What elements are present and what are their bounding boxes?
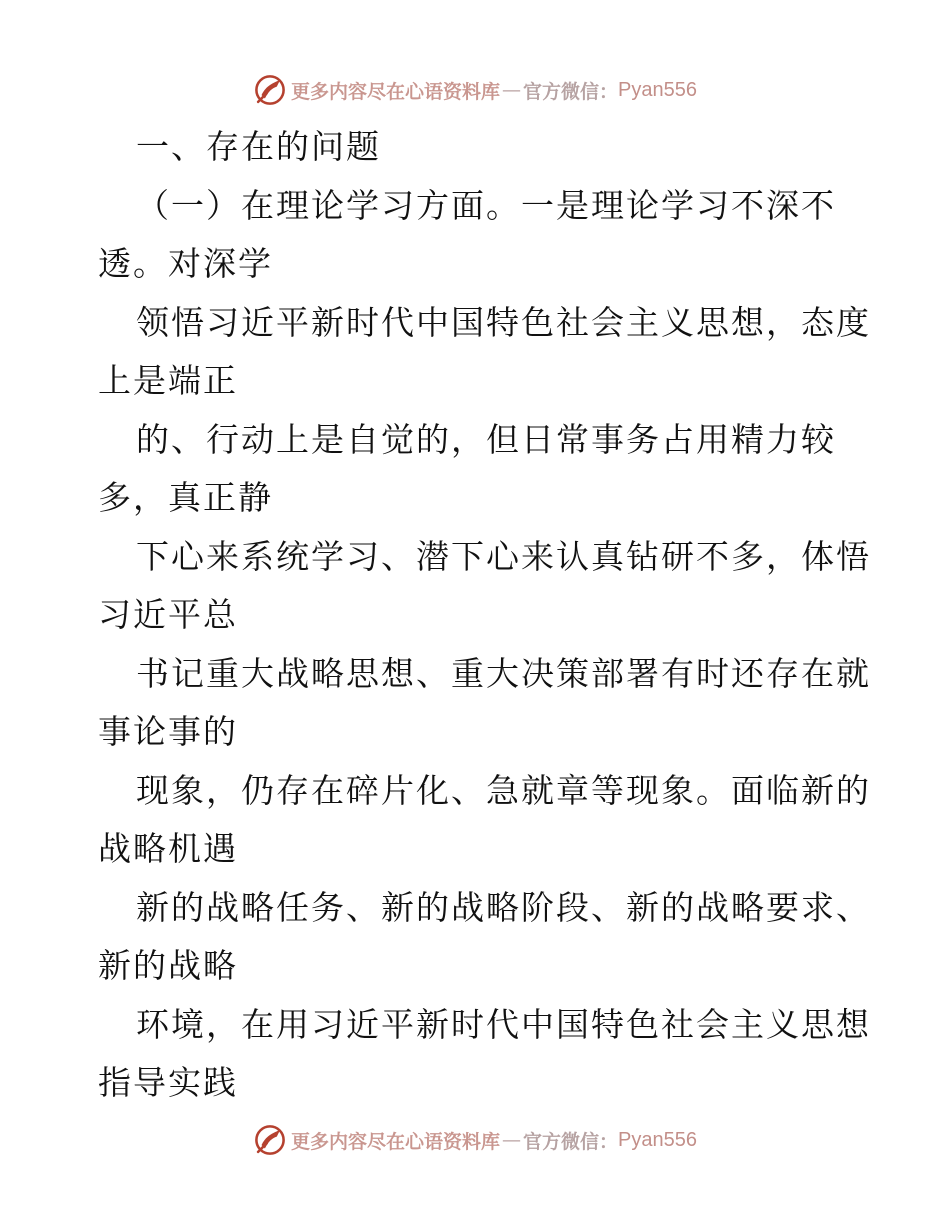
banner-dash: — xyxy=(502,1129,522,1151)
logo-icon xyxy=(253,1123,287,1157)
text-line: 透。对深学 xyxy=(98,244,273,283)
text-line: 领悟习近平新时代中国特色社会主义思想，态度 xyxy=(136,302,871,342)
banner-wechat-label: 官方微信： xyxy=(523,1130,619,1153)
text-line: 现象，仍存在碎片化、急就章等现象。面临新的 xyxy=(136,770,871,810)
text-line: 一、存在的问题 xyxy=(136,127,381,166)
text-line: 上是端正 xyxy=(98,361,238,400)
banner-wechat-id: Pyan556 xyxy=(618,78,697,101)
body-text xyxy=(98,118,871,1113)
text-line: 事论事的 xyxy=(98,712,238,751)
banner-wechat-label: 官方微信： xyxy=(523,80,619,103)
banner-dash: — xyxy=(502,79,522,101)
banner-title: 更多内容尽在心语资料库 xyxy=(291,80,501,103)
text-line: 习近平总 xyxy=(98,595,238,634)
banner-title: 更多内容尽在心语资料库 xyxy=(291,1130,501,1153)
header-banner xyxy=(0,70,950,110)
text-line: 新的战略 xyxy=(98,946,238,985)
footer-banner xyxy=(0,1120,950,1160)
text-line: 环境，在用习近平新时代中国特色社会主义思想 xyxy=(136,1004,871,1044)
banner-wechat-id: Pyan556 xyxy=(618,1128,697,1151)
text-line: 多，真正静 xyxy=(98,478,273,517)
text-line: 的、行动上是自觉的，但日常事务占用精力较 xyxy=(136,419,836,459)
text-line: 新的战略任务、新的战略阶段、新的战略要求、 xyxy=(136,887,871,927)
text-line: 书记重大战略思想、重大决策部署有时还存在就 xyxy=(136,653,871,693)
text-line: 战略机遇 xyxy=(98,829,238,868)
logo-icon xyxy=(253,73,287,107)
text-line: 下心来系统学习、潜下心来认真钻研不多，体悟 xyxy=(136,536,871,576)
text-line: 指导实践 xyxy=(98,1063,238,1102)
text-line: （一）在理论学习方面。一是理论学习不深不 xyxy=(136,185,836,225)
